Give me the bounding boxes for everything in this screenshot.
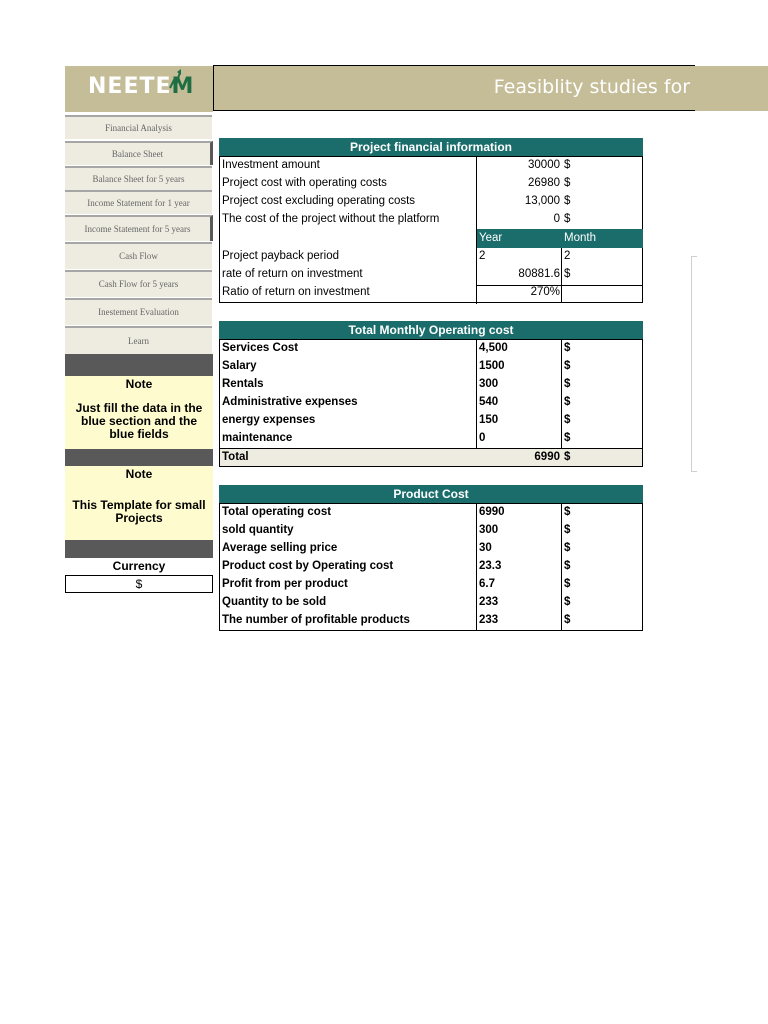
product-value: 23.3: [479, 560, 502, 572]
project-cost-with-operating-value[interactable]: 26980: [528, 177, 560, 189]
product-value: 233: [479, 596, 499, 608]
table-row: The number of profitable products 233 $: [222, 614, 571, 626]
table-row: Investment amount 30000 $: [222, 159, 571, 171]
growth-arrow-icon: [168, 68, 182, 90]
note-text: This Template for small Projects: [65, 483, 213, 540]
nav-investment-evaluation[interactable]: Inestement Evaluation: [65, 298, 212, 325]
currency-label: Currency: [112, 559, 166, 573]
return-value: 80881.6: [518, 268, 560, 280]
sidebar-divider: [65, 354, 213, 376]
investment-amount-value[interactable]: 30000: [528, 159, 560, 171]
cost-value[interactable]: 0: [479, 432, 486, 444]
total-value: 6990: [534, 451, 560, 463]
table-row: Services Cost 4,500 $: [222, 342, 571, 354]
table-row: energy expenses 150 $: [222, 414, 571, 426]
table-row: Project payback period 2 2: [222, 250, 571, 262]
table-row: Salary 1500 $: [222, 360, 571, 372]
nav-cash-flow[interactable]: Cash Flow: [65, 242, 212, 269]
product-cost-table: [219, 485, 643, 631]
table-title: Total Monthly Operating cost: [219, 321, 643, 339]
payback-year-value[interactable]: 2: [479, 250, 486, 262]
month-header: Month: [564, 232, 596, 244]
product-value: 233: [479, 614, 499, 626]
logo: NEETEM: [88, 74, 195, 99]
table-row: Rentals 300 $: [222, 378, 571, 390]
table-row: Ratio of return on investment 270%: [222, 286, 560, 298]
nav-cash-flow-5-years[interactable]: Cash Flow for 5 years: [65, 270, 212, 297]
table-row: Project cost with operating costs 26980 $: [222, 177, 571, 189]
nav-income-statement-5-years[interactable]: Income Statement for 5 years: [65, 215, 213, 241]
table-row: Total operating cost 6990 $: [222, 506, 571, 518]
year-header: Year: [479, 232, 503, 244]
ratio-value: 270%: [530, 286, 560, 298]
total-row: Total 6990 $: [220, 448, 642, 466]
operating-cost-table: [219, 321, 643, 467]
title-bar-extension: [695, 66, 768, 111]
table-row: Profit from per product 6.7 $: [222, 578, 571, 590]
sidebar-divider: [65, 540, 213, 558]
note-title: Note: [65, 466, 213, 483]
table-row: Administrative expenses 540 $: [222, 396, 571, 408]
payback-month-value[interactable]: 2: [564, 250, 571, 262]
nav-financial-analysis[interactable]: Financial Analysis: [65, 115, 212, 139]
project-cost-excluding-operating-value[interactable]: 13,000: [524, 195, 560, 207]
table-title: Product Cost: [219, 485, 643, 503]
table-row: Quantity to be sold 233 $: [222, 596, 571, 608]
table-row: sold quantity 300 $: [222, 524, 571, 536]
year-month-header-row: [220, 229, 642, 248]
table-row: The cost of the project without the platform 0 $: [222, 213, 571, 225]
note-text: Just fill the data in the blue section and the blue fields: [65, 393, 213, 449]
cost-value[interactable]: 300: [479, 378, 499, 390]
cost-value[interactable]: 540: [479, 396, 499, 408]
product-value: 6990: [479, 506, 505, 518]
product-value[interactable]: 30: [479, 542, 492, 554]
cost-value[interactable]: 150: [479, 414, 499, 426]
table-row: rate of return on investment 80881.6 $: [222, 268, 571, 280]
nav-balance-sheet-5-years[interactable]: Balance Sheet for 5 years: [65, 166, 212, 190]
currency-field[interactable]: $: [65, 575, 213, 593]
table-title: Project financial information: [219, 138, 643, 156]
table-row: Average selling price 30 $: [222, 542, 571, 554]
side-bracket: [691, 256, 697, 472]
product-value: 6.7: [479, 578, 495, 590]
page-title: Feasiblity studies for: [493, 76, 690, 98]
sidebar-divider: [65, 449, 213, 466]
cost-value[interactable]: 1500: [479, 360, 505, 372]
table-row: Product cost by Operating cost 23.3 $: [222, 560, 571, 572]
nav-balance-sheet[interactable]: Balance Sheet: [65, 141, 213, 165]
project-cost-without-platform-value[interactable]: 0: [553, 213, 560, 225]
note-title: Note: [65, 376, 213, 393]
cost-value[interactable]: 4,500: [479, 342, 508, 354]
nav-income-statement-1-year[interactable]: Income Statement for 1 year: [65, 190, 212, 214]
table-row: Project cost excluding operating costs 13,000 $: [222, 195, 571, 207]
project-financial-info-table: [219, 138, 643, 303]
nav-learn[interactable]: Learn: [65, 326, 212, 354]
table-row: maintenance 0 $: [222, 432, 571, 444]
product-value[interactable]: 300: [479, 524, 499, 536]
